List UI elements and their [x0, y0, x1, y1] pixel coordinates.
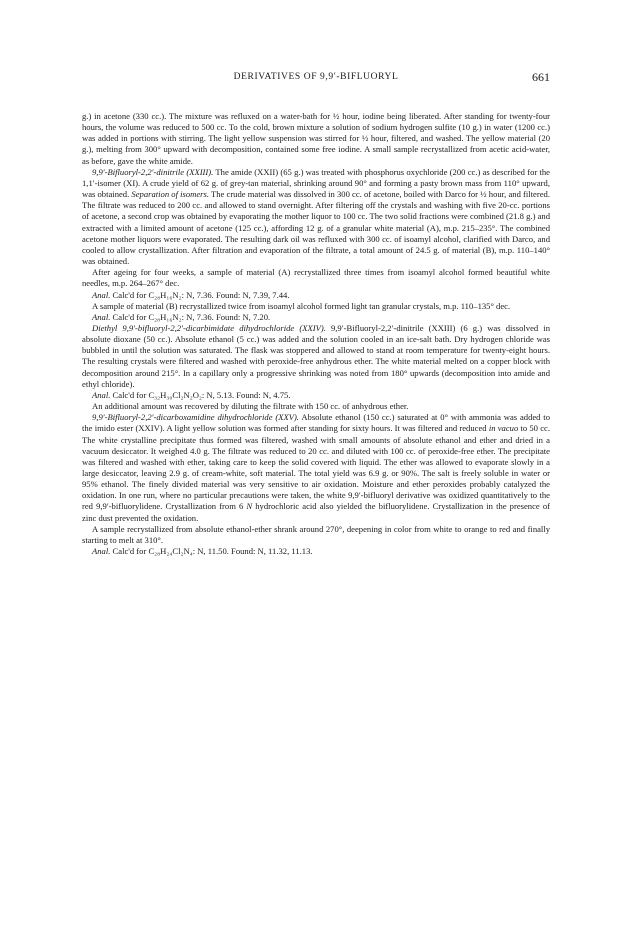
paragraph-recrystallized [82, 524, 550, 546]
paragraph-text: 9,9′-Bifluoryl-2,2′-dinitrile (XXIII) (6 g.) was dissolved in absolute dioxane (50 cc.). Absolute ethanol (5 cc.) was added and the solution cooled in an ice-salt bath. Dry hydrogen chloride was bubbled in until the solution was saturated. The flask was stoppered and allowed to stand at room temperature for twenty-eight hours. The resulting crystals were filtered and washed with peroxide-free anhydrous ether. The white material melted on a copper block with decomposition around 215°. In a capillary only a progressive shrinking was noted from 180° upwards (decomposition into amide and ethyl chloride). [82, 322, 550, 389]
page-number: 661 [532, 70, 550, 84]
analysis-text: Calc'd for C₂₈H₁₆N₂: N, 7.36. Found: N, 7.39, 7.44. [110, 289, 290, 300]
paragraph-dicarbimidate [82, 323, 550, 390]
paragraph-text: The crude material was dissolved in 300 cc. of acetone, boiled with Darco for ½ hour, and filtered. The filtrate was reduced to 200 cc. and allowed to stand overnight. After filtering off the crystals and washing with five 20-cc. portions of acetone, a second crop was obtained by evaporating the mother liquor to 100 cc. The two solid fractions were combined (21.8 g.) and extracted with a limited amount of acetone (125 cc.), affording 12 g. of a granular white material (A), m.p. 215–235°. The combined acetone mother liquors were evaporated. The resulting dark oil was refluxed with 300 cc. of isoamyl alcohol, clarified with Darco, and cooled to allow crystallization. After filtration and evaporation of the filtrate, a total amount of 24.5 g. of material (B), m.p. 110–140° was obtained. [82, 189, 550, 267]
paragraph-ageing [82, 267, 550, 289]
analysis-text: Calc'd for C₂₈H₂₄Cl₂N₄: N, 11.50. Found: N, 11.32, 11.13. [110, 546, 313, 557]
paragraph-text: A sample of material (B) recrystallized twice from isoamyl alcohol formed light tan granular crystals, m.p. 110–135° dec. [92, 300, 511, 311]
subheading: Separation of isomers. [131, 189, 209, 200]
paragraph-additional [82, 401, 550, 412]
paragraph-text: After ageing for four weeks, a sample of material (A) recrystallized three times from isoamyl alcohol formed beautiful white needles, m.p. 264–267° dec. [82, 267, 550, 289]
compound-heading: 9,9′-Bifluoryl-2,2′-dicarboxamidine dihydrochloride (XXV). [92, 412, 299, 423]
paragraph-dinitrile [82, 167, 550, 267]
paragraph-text: An additional amount was recovered by diluting the filtrate with 150 cc. of anhydrous ether. [92, 401, 409, 412]
paragraph-text: Absolute ethanol (150 cc.) saturated at 0° with ammonia was added to the imido ester (XXIV). A light yellow solution was formed after standing for sixty hours. It was filtered and reduced [82, 412, 550, 434]
paragraph-continuation [82, 111, 550, 167]
analysis-line [82, 546, 550, 557]
paragraph-text: A sample recrystallized from absolute ethanol-ether shrank around 270°, deepening in color from white to orange to red and finally starting to melt at 310°. [82, 523, 550, 545]
paragraph-dicarboxamidine [82, 412, 550, 524]
compound-heading: Diethyl 9,9′-bifluoryl-2,2′-dicarbimidate dihydrochloride (XXIV). [92, 322, 326, 333]
analysis-line [82, 290, 550, 301]
compound-heading: 9,9′-Bifluoryl-2,2′-dinitrile (XXIII). [92, 166, 214, 177]
paragraph-text: hydrochloric acid also yielded the bifluorylidene. Crystallization in the presence of zinc dust prevented the oxidation. [82, 501, 550, 523]
paragraph-material-b [82, 301, 550, 312]
analysis-text: Calc'd for C₃₂H₃₀Cl₂N₂O₂: N, 5.13. Found: N, 4.75. [110, 389, 291, 400]
analysis-label: Anal. [92, 311, 111, 322]
analysis-line [82, 312, 550, 323]
paragraph-text: The amide (XXII) (65 g.) was treated with phosphorus oxychloride (200 cc.) as described for the 1,1′-isomer (XI). A crude yield of 62 g. of grey-tan material, shrinking around 90° and forming a pasty brown mass from 110° upward, was obtained. [82, 166, 550, 200]
analysis-label: Anal. [92, 289, 111, 300]
paragraph-text: to 50 cc. The white crystalline precipitate thus formed was filtered, washed with small amounts of absolute ethanol and ether and dried in a vacuum desiccator. It weighed 4.0 g. The filtrate was reduced to 20 cc. and diluted with 100 cc. of peroxide-free ether. The precipitate was filtered and washed with ether, taking care to keep the solid covered with liquid. The ether was allowed to evaporate slowly in a large desiccator, leaving 2.9 g. of cream-white, soft material. The total yield was 6.9 g. or 90%. The salt is freely soluble in water or 95% ethanol. The finely divided material was very sensitive to air oxidation. Moisture and ether peroxides probably catalyzed the oxidation. In one run, where no particular precautions were taken, the white 9,9′-bifluoryl derivative was oxidized quantitatively to the red 9,9′-bifluorylidene. Crystallization from 6 [82, 423, 550, 512]
analysis-label: Anal. [92, 389, 111, 400]
analysis-label: Anal. [92, 546, 111, 557]
running-title: DERIVATIVES OF 9,9′-BIFLUORYL [233, 72, 399, 82]
running-head [82, 72, 550, 86]
article-body [82, 111, 550, 557]
analysis-text: Calc'd for C₂₈H₁₆N₂: N, 7.36. Found: N, 7.20. [110, 311, 271, 322]
latin-phrase: in vacuo [488, 423, 519, 434]
normality-symbol: N [246, 501, 253, 512]
paragraph-text: g.) in acetone (330 cc.). The mixture was refluxed on a water-bath for ½ hour, iodine being liberated. After standing for twenty-four hours, the volume was reduced to 500 cc. To the cold, brown mixture a solution of sodium hydrogen sulfite (10 g.) in water (1200 cc.) was added in portions with stirring. The light yellow suspension was stirred for ½ hour, filtered, and washed. The yellow material (20 g.), melting from 300° upward with decomposition, contained some free iodine. A small sample recrystallized from acetic acid-water, as before, gave the white amide. [82, 111, 550, 166]
analysis-line [82, 390, 550, 401]
